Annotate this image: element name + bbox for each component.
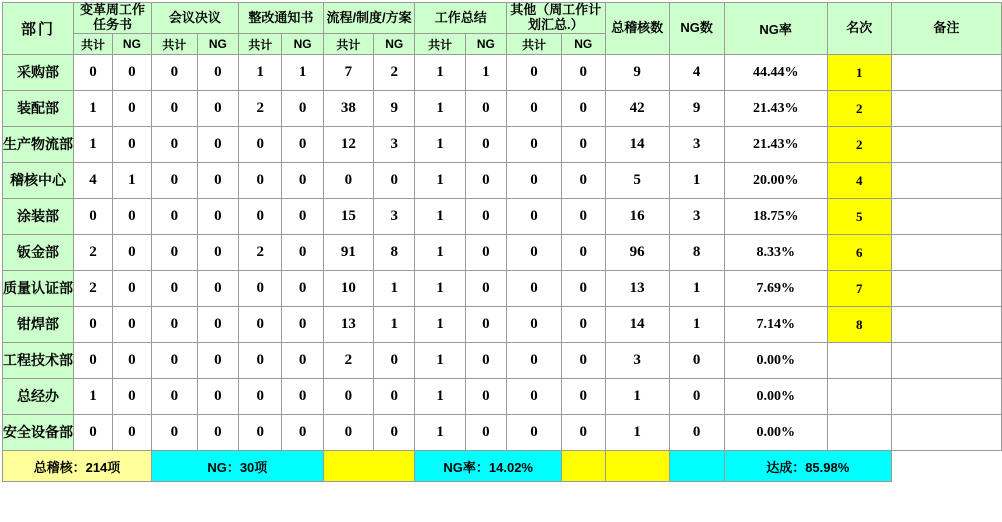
header-group-5-sub-0: 共计 [507,34,562,55]
cell-value: 0 [151,415,197,451]
cell-ng-rate: 44.44% [724,55,827,91]
cell-value: 0 [74,415,113,451]
cell-value: 2 [374,55,415,91]
cell-value: 0 [507,91,562,127]
cell-value: 0 [112,271,151,307]
header-group-1-sub-1: NG [197,34,238,55]
table-row [3,343,1002,379]
cell-value: 1 [74,91,113,127]
cell-value: 0 [112,379,151,415]
header-ng-rate: NG率 [724,3,827,55]
table-row [3,235,1002,271]
cell-value: 2 [74,235,113,271]
cell-rank [827,415,891,451]
cell-value: 0 [465,127,506,163]
cell-value: 0 [112,235,151,271]
cell-value: 2 [238,235,282,271]
cell-value: 0 [507,55,562,91]
cell-value: 0 [151,343,197,379]
cell-value: 0 [112,91,151,127]
cell-ng-rate: 18.75% [724,199,827,235]
cell-total-audit: 14 [605,307,669,343]
header-group-0-sub-1: NG [112,34,151,55]
cell-value: 0 [562,343,606,379]
header-group-3-sub-1: NG [374,34,415,55]
cell-value: 13 [323,307,373,343]
cell-remark [891,271,1001,307]
table-row [3,307,1002,343]
cell-value: 0 [282,163,323,199]
header-rank: 名次 [827,3,891,55]
cell-rank: 1 [827,55,891,91]
cell-total-audit: 96 [605,235,669,271]
cell-value: 0 [562,199,606,235]
cell-value: 0 [507,343,562,379]
header-total-audit: 总稽核数 [605,3,669,55]
cell-remark [891,379,1001,415]
table-row [3,415,1002,451]
cell-remark [891,235,1001,271]
cell-value: 1 [415,271,465,307]
summary-spacer-cyan [669,451,724,482]
cell-value: 0 [151,55,197,91]
cell-value: 1 [112,163,151,199]
cell-value: 0 [465,235,506,271]
cell-total-audit: 9 [605,55,669,91]
cell-value: 0 [507,127,562,163]
cell-value: 0 [112,415,151,451]
cell-remark [891,307,1001,343]
cell-value: 0 [238,271,282,307]
cell-value: 0 [562,415,606,451]
table-row [3,91,1002,127]
cell-value: 0 [238,199,282,235]
cell-value: 1 [415,199,465,235]
cell-value: 0 [197,307,238,343]
header-group-2-sub-0: 共计 [238,34,282,55]
cell-ng-rate: 7.69% [724,271,827,307]
cell-value: 1 [282,55,323,91]
summary-spacer-yellow-3 [605,451,669,482]
cell-value: 9 [374,91,415,127]
summary-row [3,451,1002,482]
cell-value: 1 [74,127,113,163]
cell-value: 12 [323,127,373,163]
cell-value: 4 [74,163,113,199]
header-group-3-sub-0: 共计 [323,34,373,55]
header-group-0: 变革周工作任务书 [74,3,152,34]
cell-ng-rate: 0.00% [724,379,827,415]
cell-value: 0 [465,91,506,127]
cell-value: 0 [562,127,606,163]
cell-value: 0 [323,163,373,199]
cell-value: 0 [562,235,606,271]
cell-remark [891,199,1001,235]
cell-value: 1 [415,307,465,343]
cell-value: 0 [465,163,506,199]
cell-total-audit: 42 [605,91,669,127]
cell-value: 0 [374,343,415,379]
cell-value: 1 [415,235,465,271]
row-department: 安全设备部 [3,415,74,451]
row-department: 生产物流部 [3,127,74,163]
cell-ng-rate: 20.00% [724,163,827,199]
header-group-3: 流程/制度/方案 [323,3,415,34]
cell-value: 1 [415,415,465,451]
cell-value: 0 [74,343,113,379]
cell-value: 1 [415,127,465,163]
cell-remark [891,343,1001,379]
cell-value: 0 [112,343,151,379]
cell-value: 0 [151,127,197,163]
cell-rank: 8 [827,307,891,343]
cell-ng-count: 8 [669,235,724,271]
cell-rank [827,343,891,379]
cell-value: 0 [374,163,415,199]
cell-value: 0 [465,271,506,307]
cell-value: 0 [74,55,113,91]
row-department: 稽核中心 [3,163,74,199]
cell-ng-rate: 7.14% [724,307,827,343]
cell-value: 0 [374,415,415,451]
cell-remark [891,91,1001,127]
cell-value: 3 [374,127,415,163]
cell-value: 0 [238,415,282,451]
cell-value: 1 [465,55,506,91]
cell-ng-count: 1 [669,307,724,343]
cell-value: 0 [151,379,197,415]
cell-value: 0 [238,163,282,199]
cell-value: 0 [112,307,151,343]
cell-value: 0 [323,379,373,415]
cell-value: 0 [197,379,238,415]
cell-ng-rate: 21.43% [724,127,827,163]
cell-value: 2 [238,91,282,127]
summary-spacer-yellow-2 [562,451,606,482]
cell-value: 0 [238,127,282,163]
row-department: 装配部 [3,91,74,127]
cell-value: 0 [282,235,323,271]
cell-value: 0 [465,379,506,415]
cell-value: 2 [323,343,373,379]
cell-value: 0 [151,91,197,127]
cell-value: 1 [415,91,465,127]
cell-value: 0 [282,127,323,163]
cell-ng-count: 1 [669,271,724,307]
cell-value: 0 [197,55,238,91]
cell-value: 0 [197,235,238,271]
cell-value: 8 [374,235,415,271]
cell-value: 0 [507,415,562,451]
cell-value: 1 [415,55,465,91]
cell-value: 0 [282,271,323,307]
cell-value: 0 [238,379,282,415]
header-group-5: 其他（周工作计划汇总.） [507,3,606,34]
header-group-1: 会议决议 [151,3,238,34]
cell-value: 0 [112,127,151,163]
cell-value: 0 [151,163,197,199]
cell-value: 0 [151,271,197,307]
table-row [3,163,1002,199]
cell-value: 0 [282,415,323,451]
summary-spacer-yellow [323,451,415,482]
cell-value: 0 [282,199,323,235]
cell-value: 0 [507,199,562,235]
cell-value: 0 [197,415,238,451]
row-department: 工程技术部 [3,343,74,379]
cell-total-audit: 16 [605,199,669,235]
cell-remark [891,163,1001,199]
cell-total-audit: 5 [605,163,669,199]
cell-ng-count: 4 [669,55,724,91]
header-remark: 备注 [891,3,1001,55]
cell-value: 0 [151,199,197,235]
cell-ng-rate: 0.00% [724,343,827,379]
cell-value: 0 [197,91,238,127]
cell-value: 0 [282,379,323,415]
cell-value: 0 [197,343,238,379]
cell-ng-count: 0 [669,415,724,451]
row-department: 钳焊部 [3,307,74,343]
audit-summary-table [2,2,1002,482]
header-group-2-sub-1: NG [282,34,323,55]
cell-value: 0 [562,307,606,343]
cell-remark [891,127,1001,163]
cell-total-audit: 1 [605,379,669,415]
cell-value: 0 [197,163,238,199]
cell-ng-rate: 21.43% [724,91,827,127]
row-department: 钣金部 [3,235,74,271]
cell-value: 0 [507,163,562,199]
cell-rank: 4 [827,163,891,199]
cell-value: 0 [562,271,606,307]
table-row [3,379,1002,415]
header-group-5-sub-1: NG [562,34,606,55]
cell-value: 0 [197,271,238,307]
cell-value: 0 [151,307,197,343]
cell-value: 1 [74,379,113,415]
cell-rank: 5 [827,199,891,235]
cell-value: 0 [562,379,606,415]
cell-value: 1 [238,55,282,91]
row-department: 涂装部 [3,199,74,235]
cell-ng-count: 0 [669,343,724,379]
summary-ng-rate: NG率：14.02% [415,451,562,482]
cell-total-audit: 13 [605,271,669,307]
cell-total-audit: 1 [605,415,669,451]
summary-ng-count: NG：30项 [151,451,323,482]
table-row [3,55,1002,91]
cell-value: 38 [323,91,373,127]
cell-ng-count: 3 [669,199,724,235]
row-department: 质量认证部 [3,271,74,307]
cell-value: 1 [415,343,465,379]
cell-ng-rate: 8.33% [724,235,827,271]
cell-value: 0 [562,55,606,91]
cell-rank: 7 [827,271,891,307]
header-group-0-sub-0: 共计 [74,34,113,55]
cell-total-audit: 14 [605,127,669,163]
summary-achievement: 达成：85.98% [724,451,891,482]
cell-value: 0 [197,127,238,163]
header-ng-count: NG数 [669,3,724,55]
cell-value: 0 [507,379,562,415]
cell-value: 0 [507,271,562,307]
cell-value: 0 [465,343,506,379]
cell-value: 0 [151,235,197,271]
cell-remark [891,415,1001,451]
cell-value: 0 [282,91,323,127]
cell-value: 0 [507,307,562,343]
cell-ng-count: 3 [669,127,724,163]
header-group-4: 工作总结 [415,3,507,34]
cell-value: 15 [323,199,373,235]
cell-value: 0 [465,199,506,235]
cell-ng-count: 0 [669,379,724,415]
cell-value: 0 [112,199,151,235]
cell-value: 0 [112,55,151,91]
cell-value: 91 [323,235,373,271]
cell-value: 0 [74,199,113,235]
cell-value: 10 [323,271,373,307]
cell-rank: 2 [827,91,891,127]
cell-value: 0 [197,199,238,235]
row-department: 采购部 [3,55,74,91]
cell-value: 1 [415,379,465,415]
header-department: 部门 [3,3,74,55]
cell-value: 0 [74,307,113,343]
cell-value: 0 [562,163,606,199]
cell-value: 0 [238,307,282,343]
cell-value: 0 [374,379,415,415]
cell-value: 0 [562,91,606,127]
cell-value: 0 [465,415,506,451]
cell-value: 3 [374,199,415,235]
cell-value: 2 [74,271,113,307]
table-row [3,199,1002,235]
cell-value: 0 [465,307,506,343]
table-row [3,127,1002,163]
cell-value: 0 [238,343,282,379]
cell-value: 0 [282,307,323,343]
table-row [3,271,1002,307]
header-group-2: 整改通知书 [238,3,323,34]
cell-value: 1 [374,271,415,307]
table-header-row-1 [3,3,1002,34]
header-group-4-sub-1: NG [465,34,506,55]
cell-value: 0 [323,415,373,451]
cell-total-audit: 3 [605,343,669,379]
cell-value: 1 [374,307,415,343]
row-department: 总经办 [3,379,74,415]
cell-value: 0 [282,343,323,379]
cell-ng-rate: 0.00% [724,415,827,451]
cell-value: 0 [507,235,562,271]
cell-rank [827,379,891,415]
header-group-4-sub-0: 共计 [415,34,465,55]
header-group-1-sub-0: 共计 [151,34,197,55]
cell-ng-count: 9 [669,91,724,127]
summary-total-audit: 总稽核：214项 [3,451,152,482]
cell-remark [891,55,1001,91]
cell-ng-count: 1 [669,163,724,199]
cell-rank: 6 [827,235,891,271]
cell-value: 7 [323,55,373,91]
cell-rank: 2 [827,127,891,163]
cell-value: 1 [415,163,465,199]
